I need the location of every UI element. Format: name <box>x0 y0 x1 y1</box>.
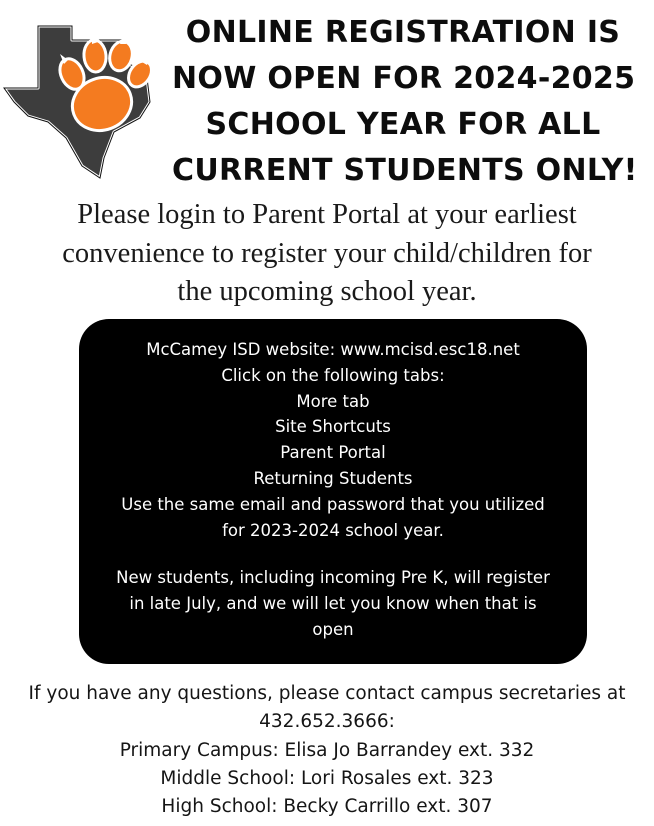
tab-step-returning-students: Returning Students <box>253 468 413 488</box>
credentials-line: Use the same email and password that you utilized <box>121 494 545 514</box>
contact-section <box>0 680 654 821</box>
headline-line: ONLINE REGISTRATION IS <box>185 15 621 50</box>
tabs-intro: Click on the following tabs: <box>221 365 445 385</box>
tab-step-parent-portal: Parent Portal <box>280 443 386 463</box>
tab-step-site-shortcuts: Site Shortcuts <box>275 417 391 437</box>
headline-line: SCHOOL YEAR FOR ALL <box>205 107 601 142</box>
headline-line: CURRENT STUDENTS ONLY! <box>172 153 638 188</box>
tab-step-more: More tab <box>296 391 370 411</box>
instructions-box <box>79 319 587 664</box>
new-students-line: in late July, and we will let you know when that is <box>129 594 537 614</box>
credentials-line: for 2023-2024 school year. <box>222 520 444 540</box>
headline-line: NOW OPEN FOR 2024-2025 <box>172 61 636 96</box>
website-line: McCamey ISD website: www.mcisd.esc18.net <box>146 340 520 359</box>
contact-high-school: High School: Becky Carrillo ext. 307 <box>161 796 493 818</box>
new-students-line: New students, including incoming Pre K, will register <box>116 568 550 588</box>
contact-middle-school: Middle School: Lori Rosales ext. 323 <box>160 767 494 789</box>
texas-paw-logo-icon <box>0 10 170 180</box>
subhead-line: the upcoming school year. <box>177 276 477 307</box>
contact-phone: 432.652.3666: <box>259 711 395 733</box>
headline <box>172 10 638 194</box>
subhead <box>0 196 654 312</box>
subhead-line: Please login to Parent Portal at your earliest <box>77 199 577 230</box>
new-students-line: open <box>312 619 354 639</box>
contact-primary-campus: Primary Campus: Elisa Jo Barrandey ext. 332 <box>119 739 535 761</box>
subhead-line: convenience to register your child/children for <box>62 237 592 269</box>
contact-intro: If you have any questions, please contact campus secretaries at <box>28 683 626 704</box>
